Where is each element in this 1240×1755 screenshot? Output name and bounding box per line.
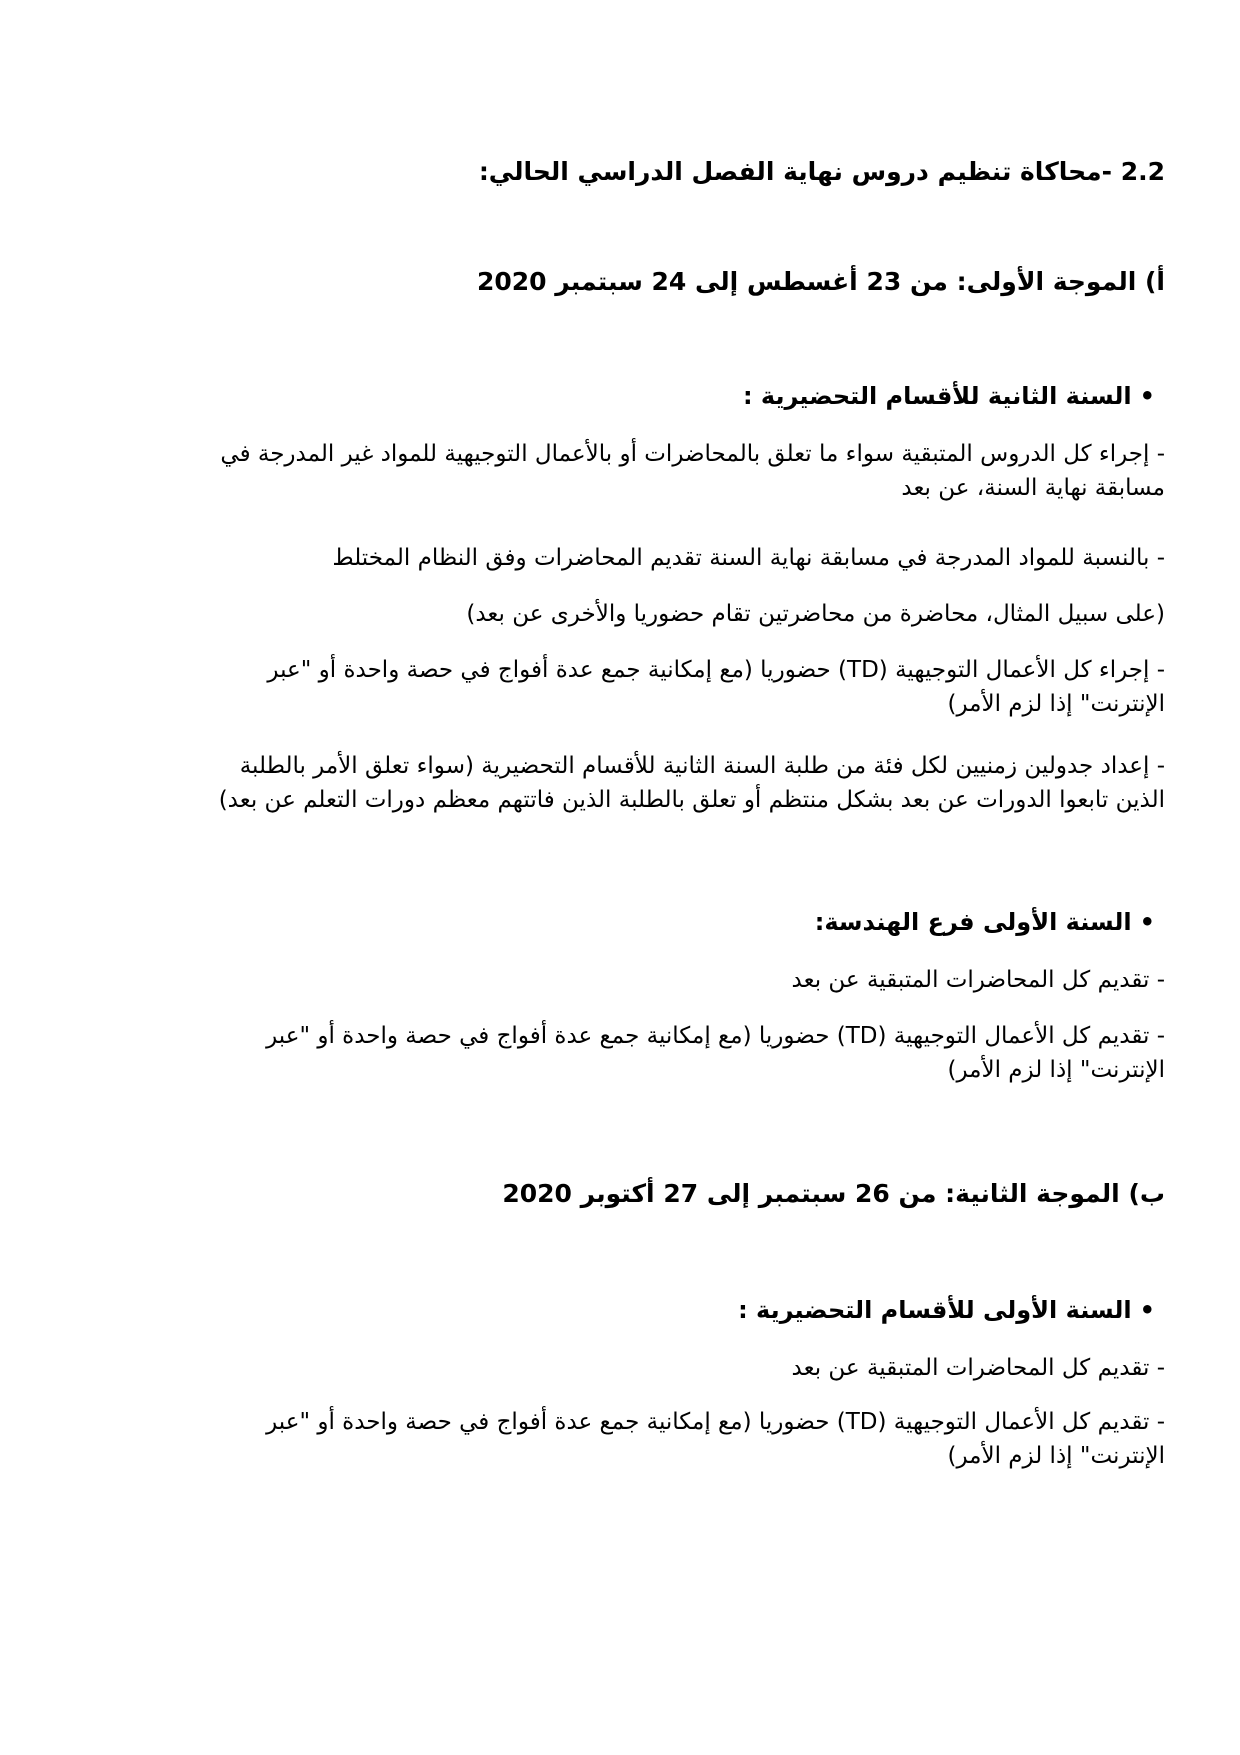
wave-2-group-1-heading-text: السنة الأولى للأقسام التحضيرية : <box>738 1296 1132 1324</box>
wave-1-group-2-line-3: الإنترنت" إذا لزم الأمر) <box>947 1057 1165 1083</box>
wave-2-group-1-line-3: الإنترنت" إذا لزم الأمر) <box>947 1443 1165 1469</box>
wave-1-group-2-line-1: - تقديم كل المحاضرات المتبقية عن بعد <box>791 967 1165 993</box>
wave-2-group-1-line-2: - تقديم كل الأعمال التوجيهية (TD) حضوريا (مع إمكانية جمع عدة أفواج في حصة واحدة أو "عبر <box>266 1409 1165 1435</box>
wave-1-group-1-line-4: (على سبيل المثال، محاضرة من محاضرتين تقام حضوريا والأخرى عن بعد) <box>466 601 1165 627</box>
bullet-icon: • <box>1139 1296 1155 1324</box>
wave-1-group-2-line-2: - تقديم كل الأعمال التوجيهية (TD) حضوريا (مع إمكانية جمع عدة أفواج في حصة واحدة أو "عبر <box>266 1023 1165 1049</box>
wave-1-group-2-heading <box>90 904 1155 940</box>
wave-1-group-1-line-7: - إعداد جدولين زمنيين لكل فئة من طلبة السنة الثانية للأقسام التحضيرية (سواء تعلق الأمر بالطلبة <box>239 753 1165 779</box>
wave-1-group-1-line-2: مسابقة نهاية السنة، عن بعد <box>901 475 1165 501</box>
section-title: 2.2 -محاكاة تنظيم دروس نهاية الفصل الدراسي الحالي: <box>478 157 1165 186</box>
wave-2-title: ب) الموجة الثانية: من 26 سبتمبر إلى 27 أكتوبر 2020 <box>502 1179 1165 1208</box>
wave-1-group-1-line-8: الذين تابعوا الدورات عن بعد بشكل منتظم أو تعلق بالطلبة الذين فاتتهم معظم دورات التعلم عن بعد) <box>218 787 1165 813</box>
bullet-icon: • <box>1139 382 1155 410</box>
wave-2-group-1-heading <box>90 1292 1155 1328</box>
wave-1-group-1-line-6: الإنترنت" إذا لزم الأمر) <box>947 691 1165 717</box>
wave-1-title: أ) الموجة الأولى: من 23 أغسطس إلى 24 سبتمبر 2020 <box>476 267 1165 296</box>
wave-1-group-1-line-3: - بالنسبة للمواد المدرجة في مسابقة نهاية السنة تقديم المحاضرات وفق النظام المختلط <box>332 545 1165 571</box>
wave-1-group-2-heading-text: السنة الأولى فرع الهندسة: <box>814 908 1132 936</box>
wave-1-group-1-heading-text: السنة الثانية للأقسام التحضيرية : <box>742 382 1132 410</box>
wave-2-group-1-line-1: - تقديم كل المحاضرات المتبقية عن بعد <box>791 1355 1165 1381</box>
wave-1-group-1-line-5: - إجراء كل الأعمال التوجيهية (TD) حضوريا (مع إمكانية جمع عدة أفواج في حصة واحدة أو "عبر <box>267 657 1165 683</box>
bullet-icon: • <box>1139 908 1155 936</box>
wave-1-group-1-heading <box>90 378 1155 414</box>
wave-1-group-1-line-1: - إجراء كل الدروس المتبقية سواء ما تعلق بالمحاضرات أو بالأعمال التوجيهية للمواد غير المدرجة في <box>220 441 1165 467</box>
document-page <box>90 0 1165 1755</box>
